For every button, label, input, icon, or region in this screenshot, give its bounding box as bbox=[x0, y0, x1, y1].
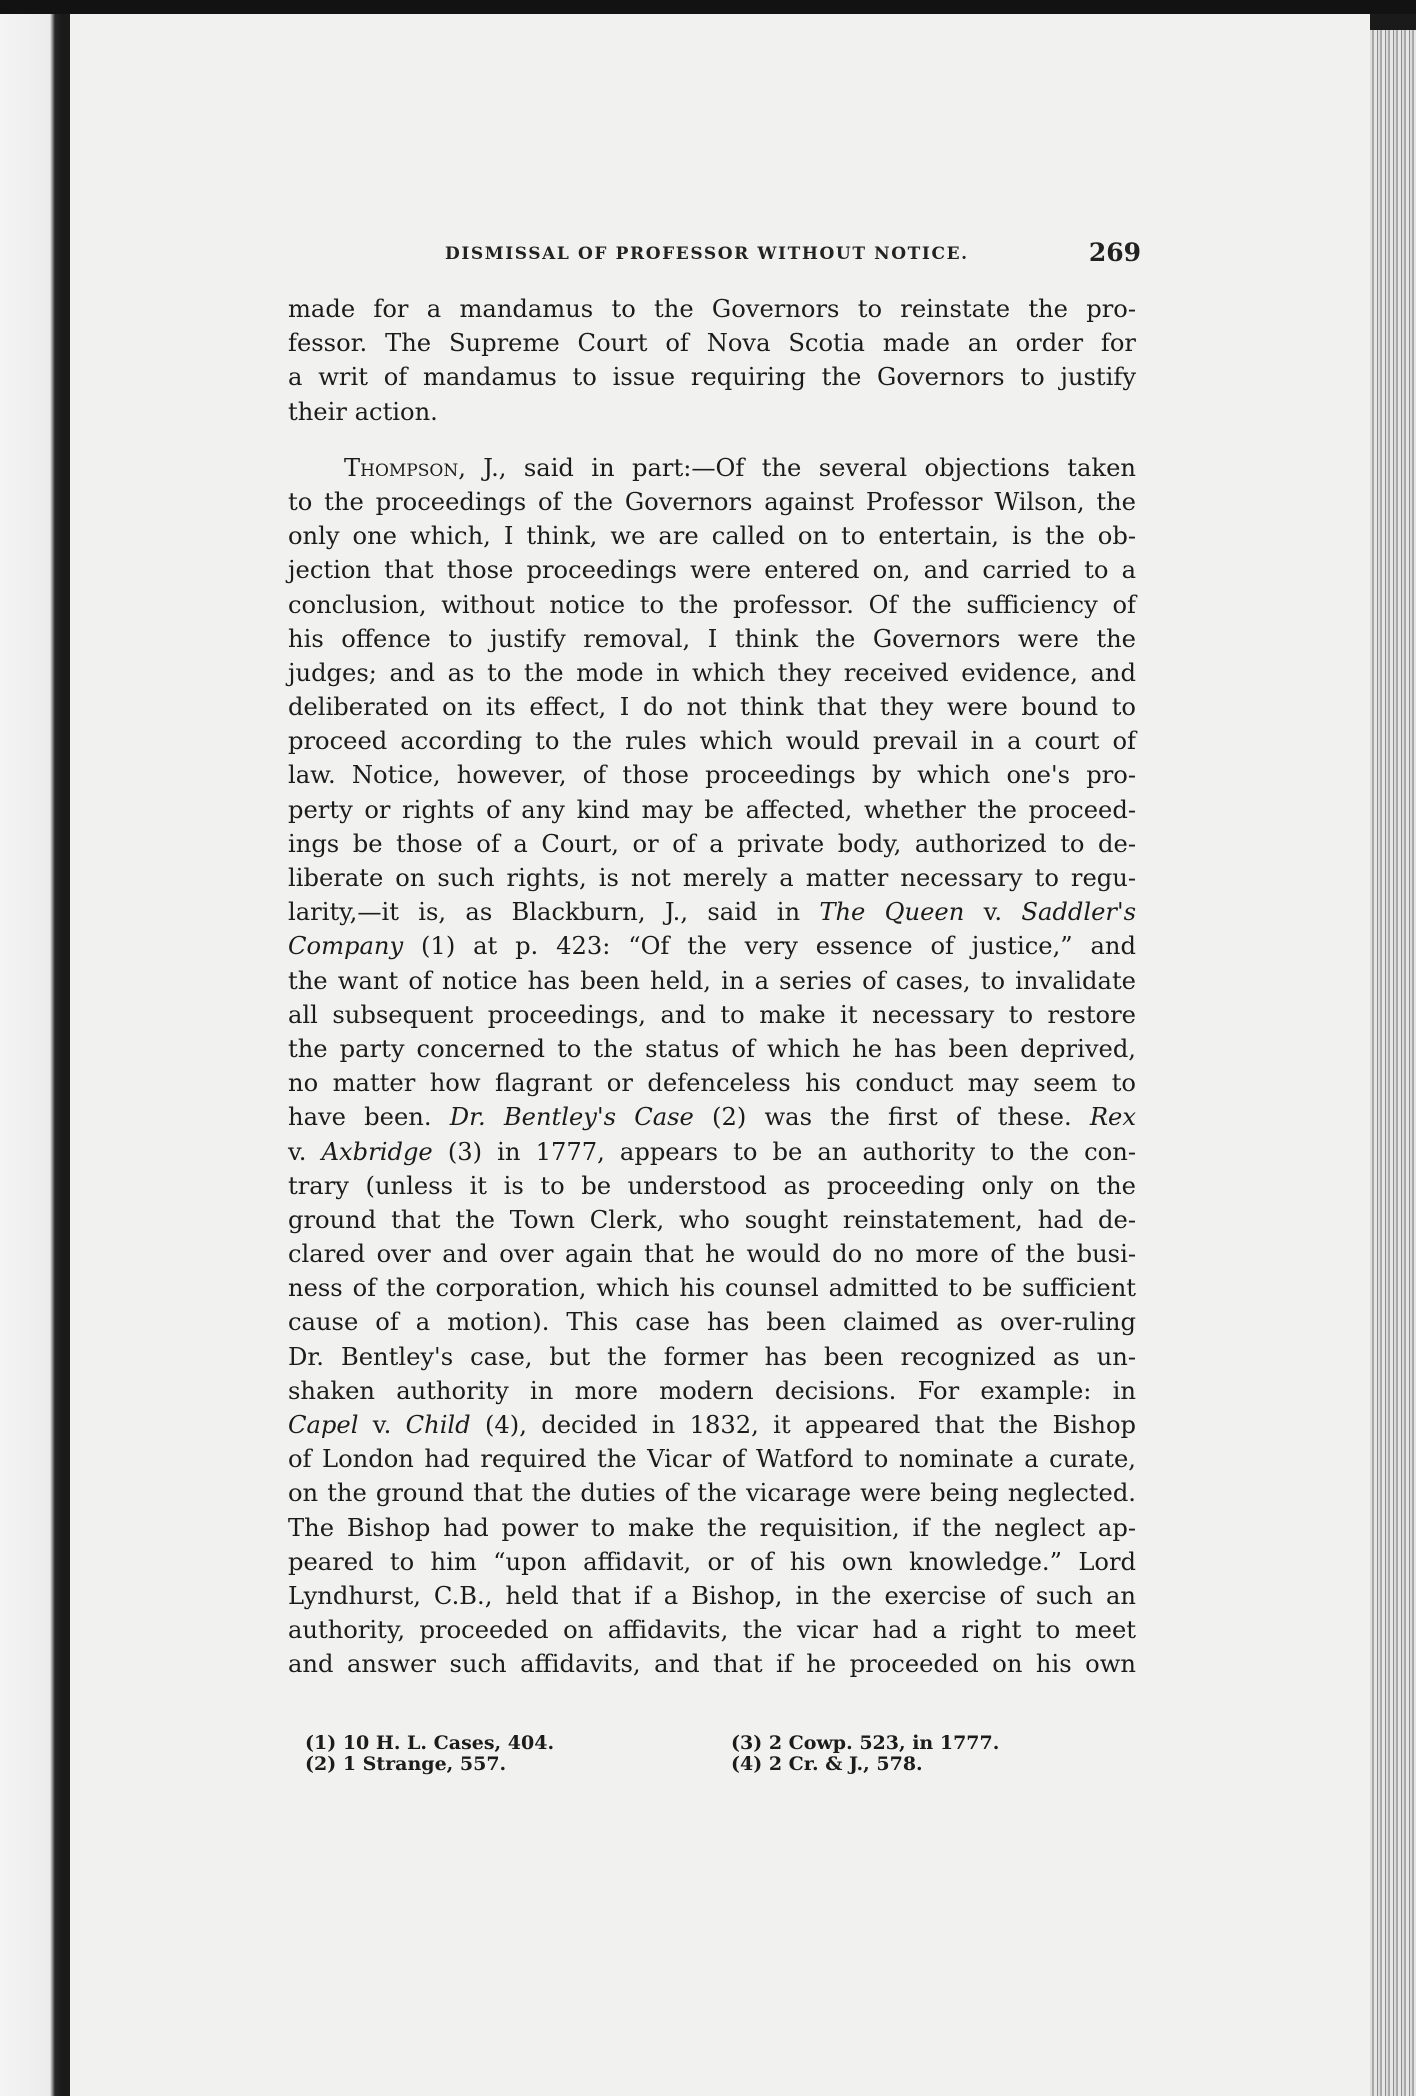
text-fragment: larity,—it is, as Blackburn, J., said in bbox=[288, 898, 820, 927]
text-line: to the proceedings of the Governors against Professor Wilson, the bbox=[288, 487, 1136, 516]
paragraph-gap bbox=[288, 429, 1136, 451]
text-fragment: v. bbox=[288, 1137, 322, 1166]
footnote: (2) 1 Strange, 557. bbox=[305, 1753, 507, 1775]
text-line: Dr. Bentley's case, but the former has been recognized as un- bbox=[288, 1342, 1136, 1371]
text-line bbox=[288, 1408, 1136, 1442]
text-line: clared over and over again that he would do no more of the busi- bbox=[288, 1240, 1136, 1269]
text-line: Lyndhurst, C.B., held that if a Bishop, in the exercise of such an bbox=[288, 1581, 1136, 1610]
text-fragment: have been. bbox=[288, 1103, 450, 1132]
text-fragment: (1) at p. 423: “Of the very essence of justice,” and bbox=[403, 932, 1136, 961]
text-line: of London had required the Vicar of Watford to nominate a curate, bbox=[288, 1445, 1136, 1474]
case-name: Axbridge bbox=[321, 1137, 433, 1166]
page-header bbox=[445, 238, 1145, 278]
page-number: 269 bbox=[1088, 238, 1141, 267]
text-line: judges; and as to the mode in which they received evidence, and bbox=[288, 658, 1136, 687]
case-name: Dr. Bentley's Case bbox=[449, 1103, 694, 1132]
text-line: all subsequent proceedings, and to make it necessary to restore bbox=[288, 1000, 1136, 1029]
text-line: trary (unless it is to be understood as proceeding only on the bbox=[288, 1171, 1136, 1200]
text-line: ness of the corporation, which his counsel admitted to be sufficient bbox=[288, 1274, 1136, 1303]
text-fragment: v. bbox=[964, 898, 1022, 927]
text-line: and answer such affidavits, and that if he proceeded on his own bbox=[288, 1650, 1136, 1679]
text-line: only one which, I think, we are called on to entertain, is the ob- bbox=[288, 522, 1136, 551]
text-line: deliberated on its effect, I do not think that they were bound to bbox=[288, 693, 1136, 722]
text-line: his offence to justify removal, I think the Governors were the bbox=[288, 624, 1136, 653]
text-line: on the ground that the duties of the vicarage were being neglected. bbox=[288, 1479, 1136, 1508]
text-fragment: v. bbox=[358, 1411, 406, 1439]
text-line: proceed according to the rules which would prevail in a court of bbox=[288, 727, 1136, 756]
text-line: law. Notice, however, of those proceedings by which one's pro- bbox=[288, 761, 1136, 790]
text-line: conclusion, without notice to the professor. Of the sufficiency of bbox=[288, 590, 1136, 619]
scan-top-margin bbox=[0, 0, 1416, 14]
text-line: shaken authority in more modern decisions. For example: in bbox=[288, 1376, 1136, 1405]
footnotes-right-column bbox=[731, 1733, 999, 1775]
case-name: The Queen bbox=[819, 898, 965, 927]
text-line bbox=[288, 1135, 1136, 1169]
text-line: The Bishop had power to make the requisition, if the neglect ap- bbox=[288, 1513, 1136, 1542]
text-line: the party concerned to the status of which he has been deprived, bbox=[288, 1034, 1136, 1063]
text-line: jection that those proceedings were entered on, and carried to a bbox=[288, 556, 1136, 585]
case-name: Capel bbox=[288, 1411, 359, 1439]
case-name: Company bbox=[288, 932, 404, 961]
footnote: (3) 2 Cowp. 523, in 1777. bbox=[731, 1732, 1000, 1754]
text-line: ings be those of a Court, or of a private body, authorized to de- bbox=[288, 829, 1136, 858]
text-line: perty or rights of any kind may be affected, whether the proceed- bbox=[288, 795, 1136, 824]
footnotes-left-column bbox=[305, 1733, 554, 1775]
text-line: a writ of mandamus to issue requiring the Governors to justify bbox=[288, 363, 1136, 392]
text-line: fessor. The Supreme Court of Nova Scotia made an order for bbox=[288, 329, 1136, 358]
body-text bbox=[288, 292, 1136, 1682]
text-fragment: (4), decided in 1832, it appeared that the Bishop bbox=[470, 1411, 1136, 1439]
text-line: their action. bbox=[288, 397, 438, 426]
text-line: the want of notice has been held, in a series of cases, to invalidate bbox=[288, 966, 1136, 995]
text-line: authority, proceeded on affidavits, the vicar had a right to meet bbox=[288, 1616, 1136, 1645]
page-edge-stack bbox=[1370, 30, 1416, 2096]
text-fragment: (2) was the first of these. bbox=[693, 1103, 1090, 1132]
footnote: (4) 2 Cr. & J., 578. bbox=[731, 1753, 923, 1775]
case-name: Child bbox=[405, 1411, 471, 1439]
judge-name: Thompson bbox=[344, 453, 459, 482]
text-line bbox=[288, 451, 1136, 485]
text-line: no matter how flagrant or defenceless his conduct may seem to bbox=[288, 1069, 1136, 1098]
text-fragment: (3) in 1777, appears to be an authority to the con- bbox=[432, 1137, 1136, 1166]
case-name: Saddler's bbox=[1021, 898, 1137, 927]
footnote: (1) 10 H. L. Cases, 404. bbox=[305, 1732, 555, 1754]
text-line: made for a mandamus to the Governors to reinstate the pro- bbox=[288, 295, 1136, 323]
text-line: peared to him “upon affidavit, or of his own knowledge.” Lord bbox=[288, 1547, 1136, 1576]
text-line: liberate on such rights, is not merely a matter necessary to regu- bbox=[288, 864, 1136, 892]
text-fragment: , J., said in part:—Of the several objections taken bbox=[458, 453, 1136, 482]
running-head: DISMISSAL OF PROFESSOR WITHOUT NOTICE. bbox=[445, 244, 969, 264]
text-line: ground that the Town Clerk, who sought reinstatement, had de- bbox=[288, 1205, 1136, 1234]
text-line bbox=[288, 895, 1136, 929]
scan-left-margin bbox=[0, 0, 62, 2096]
text-line bbox=[288, 929, 1136, 963]
text-line bbox=[288, 1100, 1136, 1134]
text-line: cause of a motion). This case has been claimed as over-ruling bbox=[288, 1308, 1136, 1337]
case-name: Rex bbox=[1089, 1103, 1137, 1132]
